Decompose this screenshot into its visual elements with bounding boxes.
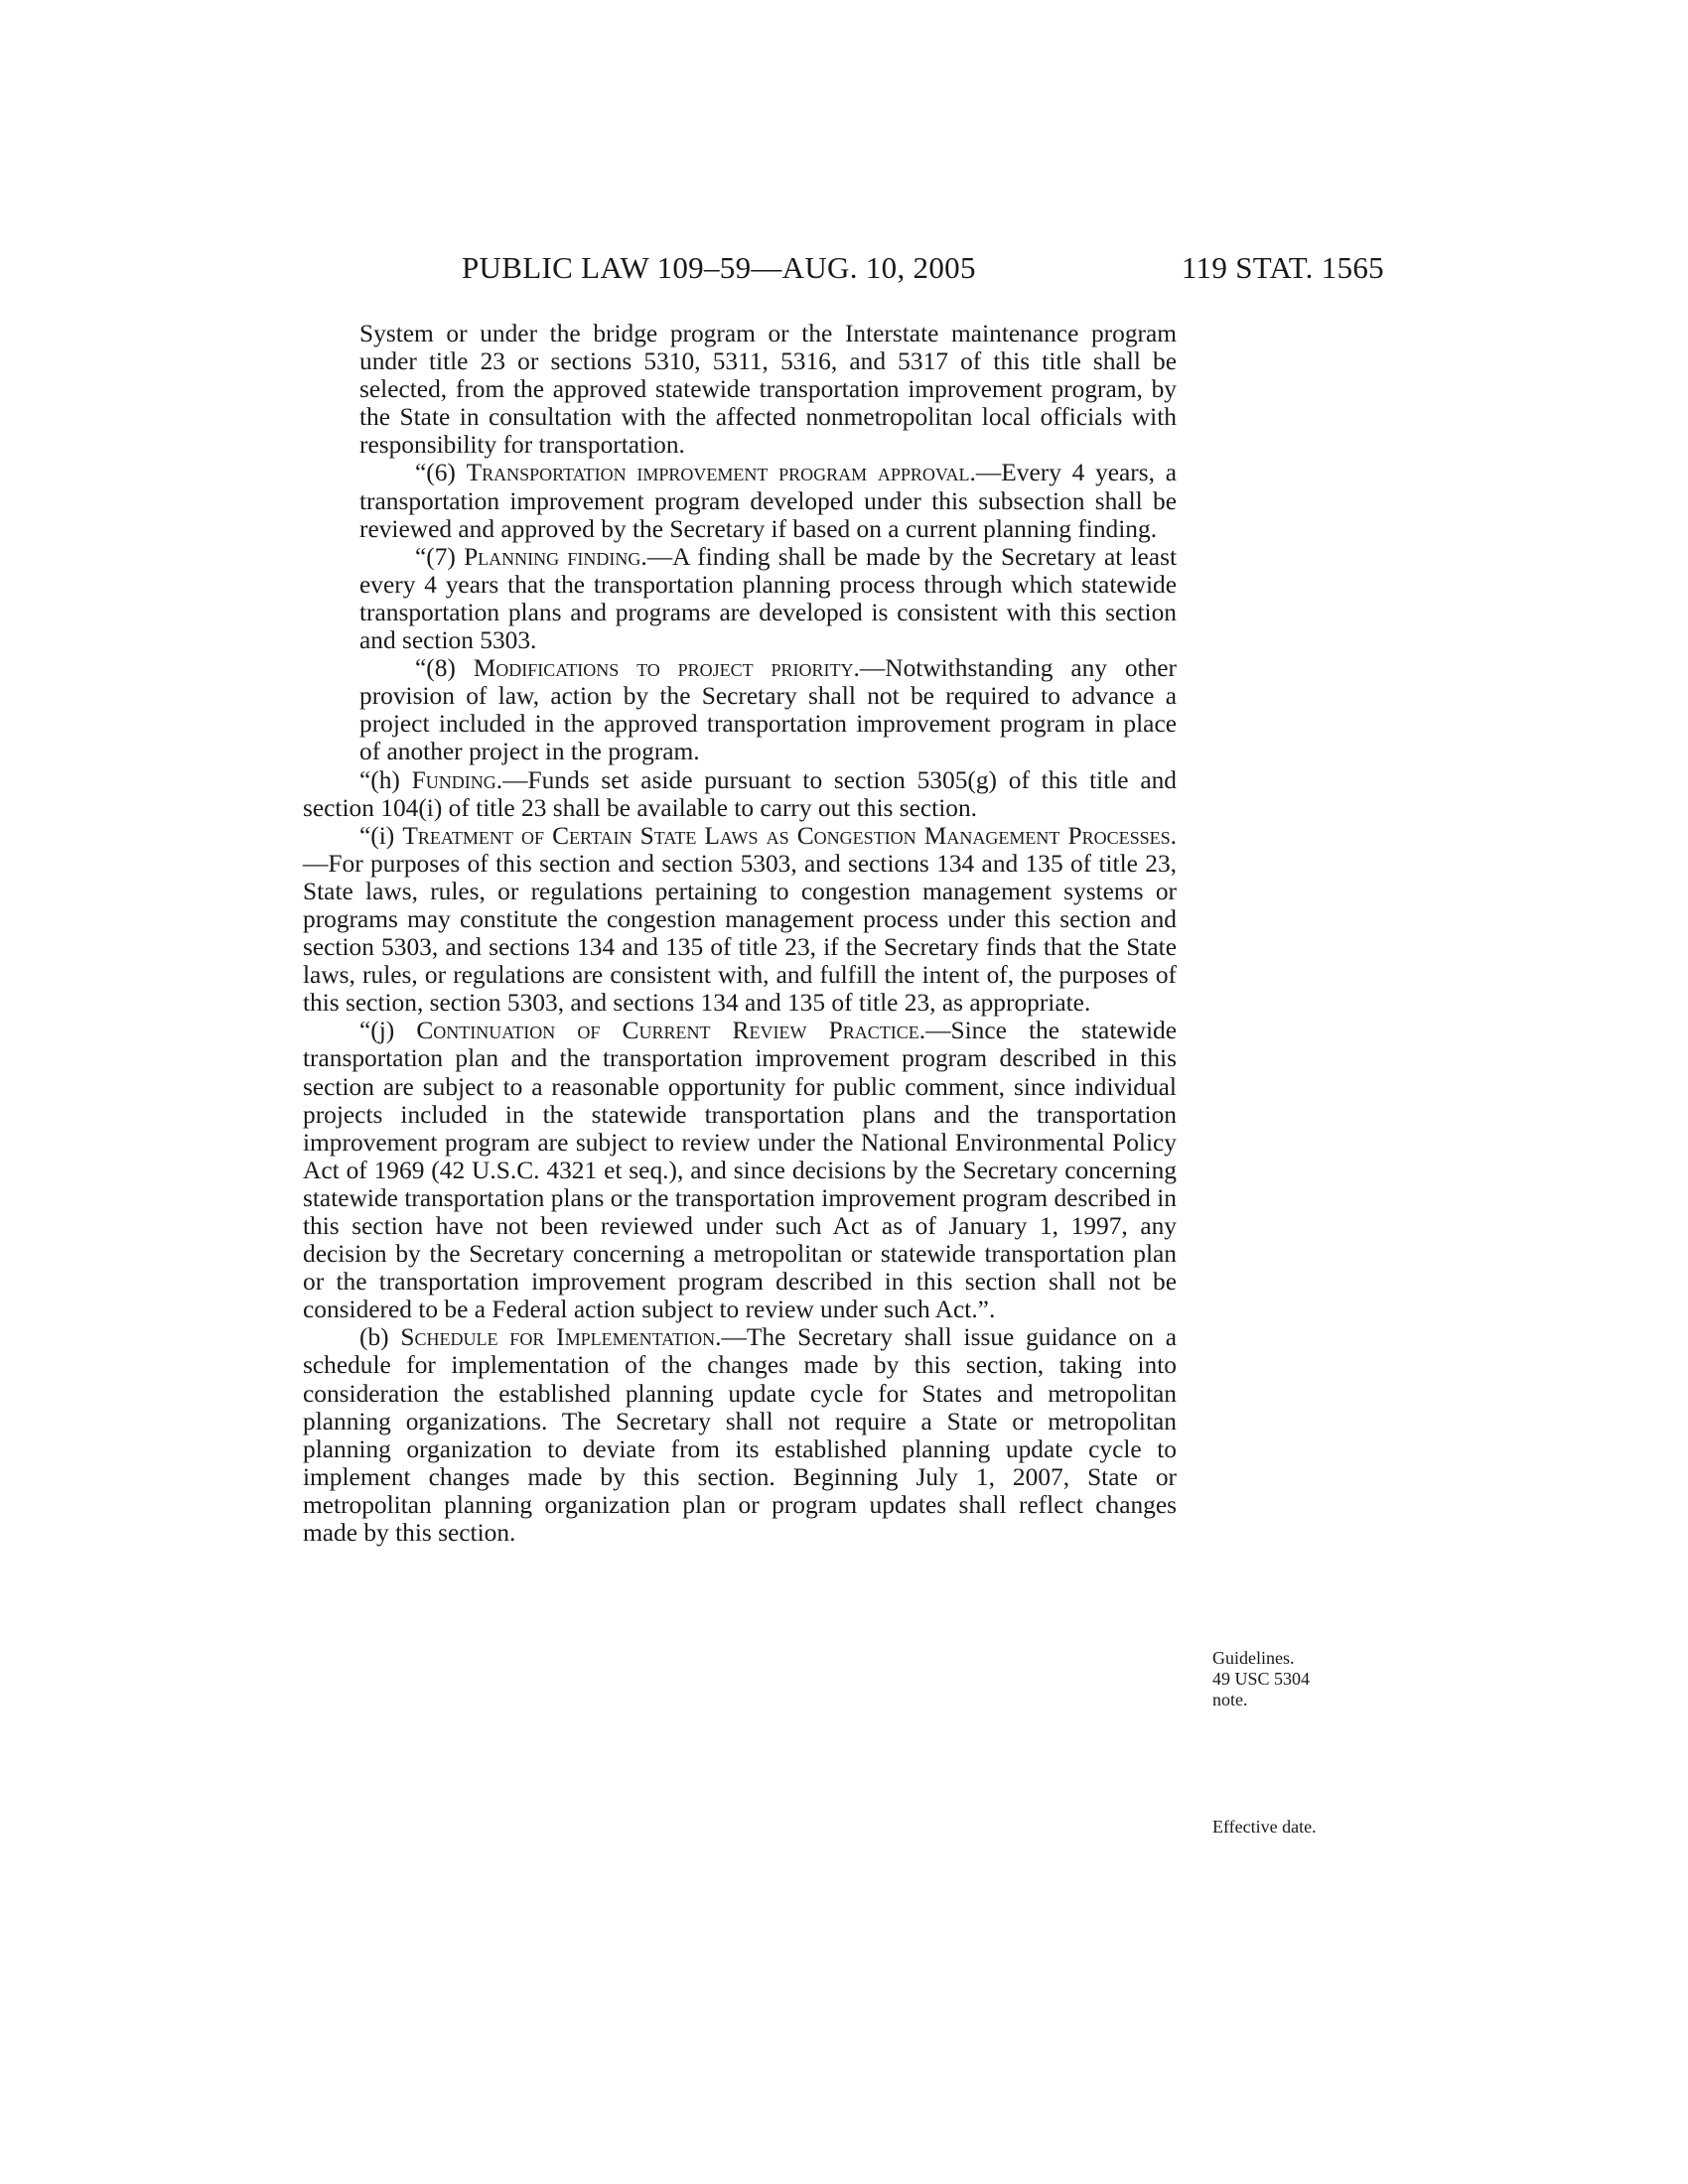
body-text <box>303 320 1177 1547</box>
paragraph-8-heading: Modifications to project priority. <box>473 654 860 683</box>
subsection-i-heading: Treatment of Certain State Laws as Congestion Management Processes. <box>402 821 1177 850</box>
paragraph-7-heading: Planning finding. <box>464 542 647 571</box>
margin-note-effective-date <box>1212 1817 1317 1838</box>
subsection-i: “(i) Treatment of Certain State Laws as Congestion Management Processes.—For purposes of this section and section 5303, and sections 134 and 135 of title 23, State laws, rules, or regulations pertaining to congestion management systems or programs may constitute the congestion management process under this section and section 5303, and sections 134 and 135 of title 23, if the Secretary finds that the State laws, rules, or regulations are consistent with, and fulfill the intent of, the purposes of this section, section 5303, and sections 134 and 135 of title 23, as appropriate. <box>303 821 1177 1018</box>
margin-note-note: note. <box>1212 1690 1248 1709</box>
paragraph-8: “(8) Modifications to project priority.—Notwithstanding any other provision of law, action by the Secretary shall not be required to advance a project included in the approved transportation improvement program in place of another project in the program. <box>359 654 1177 766</box>
statute-reference: 119 STAT. 1565 <box>1181 250 1384 285</box>
paragraph-continued: System or under the bridge program or the Interstate maintenance program under title 23 or sections 5310, 5311, 5316, and 5317 of this title shall be selected, from the approved statewide transportation improvement program, by the State in consultation with the affected nonmetropolitan local officials with responsibility for transportation. <box>359 320 1177 460</box>
margin-note-usc-cite: 49 USC 5304 <box>1212 1669 1311 1689</box>
law-title: PUBLIC LAW 109–59—AUG. 10, 2005 <box>462 250 976 285</box>
subsection-j: “(j) Continuation of Current Review Practice.—Since the statewide transportation plan and the transportation improvement program described in this section are subject to a reasonable opportunity for public comment, since individual projects included in the statewide transportation plans and the transportation improvement program are subject to review under the National Environmental Policy Act of 1969 (42 U.S.C. 4321 et seq.), and since decisions by the Secretary concerning statewide transportation plans or the transportation improvement program described in this section have not been reviewed under such Act as of January 1, 1997, any decision by the Secretary concerning a metropolitan or statewide transportation plan or the transportation improvement program described in this section shall not be considered to be a Federal action subject to review under such Act.”. <box>303 1017 1177 1324</box>
subsection-b-heading: Schedule for Implementation. <box>400 1323 722 1352</box>
subsection-h: “(h) Funding.—Funds set aside pursuant to section 5305(g) of this title and section 104(i) of title 23 shall be available to carry out this section. <box>303 765 1177 822</box>
margin-note-effective-date-label: Effective date. <box>1212 1817 1317 1837</box>
paragraph-6: “(6) Transportation improvement program approval.—Every 4 years, a transportation improvement program developed under this subsection shall be reviewed and approved by the Secretary if based on a current planning finding. <box>359 459 1177 543</box>
running-head <box>298 250 1384 290</box>
margin-note-guidelines <box>1212 1648 1310 1710</box>
subsection-g-paragraphs <box>303 459 1177 765</box>
paragraph-7: “(7) Planning finding.—A finding shall be made by the Secretary at least every 4 years that the transportation planning process through which statewide transportation plans and programs are developed is consistent with this section and section 5303. <box>359 542 1178 655</box>
paragraph-6-heading: Transportation improvement program approval. <box>466 459 976 487</box>
subsection-j-heading: Continuation of Current Review Practice. <box>416 1017 926 1045</box>
margin-note-guidelines-label: Guidelines. <box>1212 1648 1295 1668</box>
subsection-h-heading: Funding. <box>411 765 503 794</box>
subsection-b-schedule: (b) Schedule for Implementation.—The Secretary shall issue guidance on a schedule for implementation of the changes made by this section, taking into consideration the established planning update cycle for States and metropolitan planning organizations. The Secretary shall not require a State or metropolitan planning organization to deviate from its established planning update cycle to implement changes made by this section. Beginning July 1, 2007, State or metropolitan planning organization plan or program updates shall reflect changes made by this section. <box>303 1323 1177 1548</box>
